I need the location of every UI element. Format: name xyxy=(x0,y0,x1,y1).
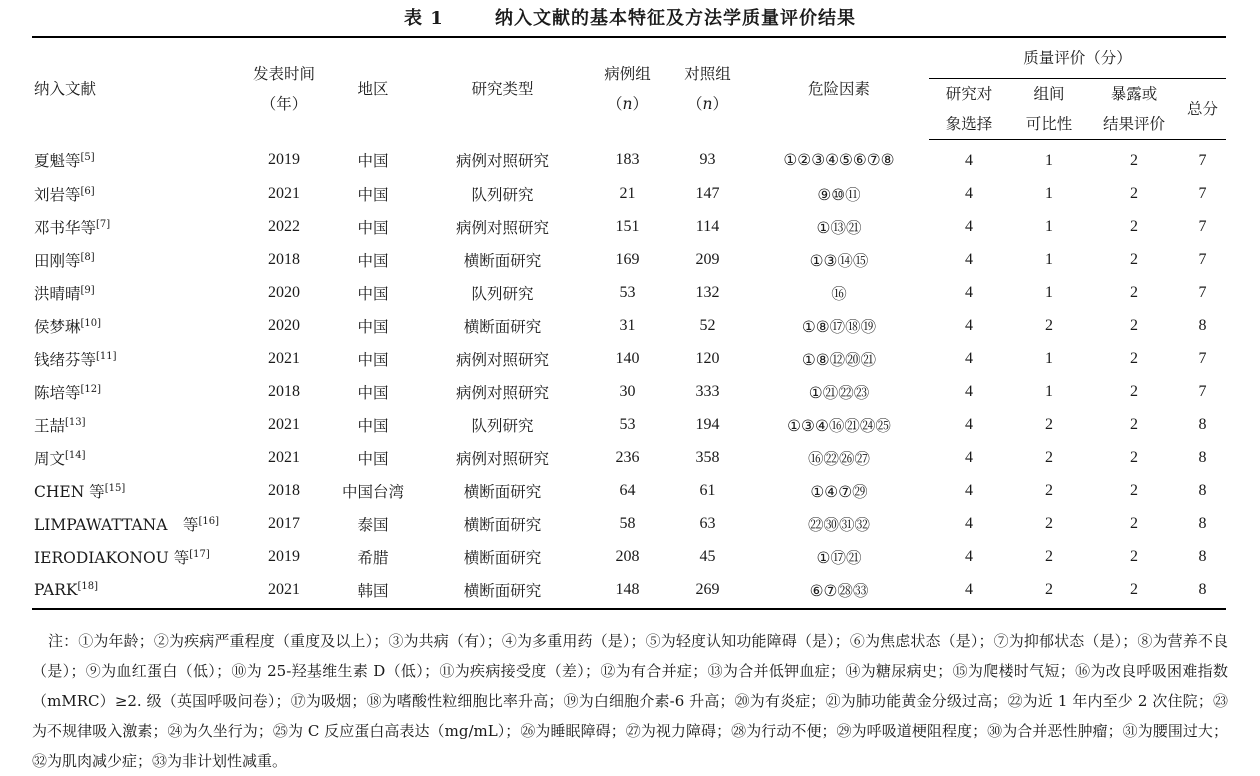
total-score-cell: 7 xyxy=(1198,250,1207,268)
control-count-cell: 132 xyxy=(695,283,720,301)
region-cell: 中国 xyxy=(357,284,389,303)
year-cell: 2020 xyxy=(268,283,300,301)
study-cell xyxy=(32,276,238,309)
q2-score-cell: 1 xyxy=(1045,250,1053,268)
total-score-cell: 8 xyxy=(1198,547,1207,565)
q3-score-cell: 2 xyxy=(1130,382,1138,400)
table-row xyxy=(32,408,1226,441)
header-q2 xyxy=(1009,79,1089,140)
q1-score-cell: 4 xyxy=(965,349,973,367)
citation-ref: [6] xyxy=(80,185,95,197)
risk-factors-cell: ⑯ xyxy=(831,284,847,303)
table-title xyxy=(0,4,1260,30)
risk-factors-cell: ⑥⑦㉘㉝ xyxy=(749,573,929,609)
control-count-cell: 52 xyxy=(699,316,716,334)
study-cell xyxy=(32,540,238,573)
q3-score-cell: 2 xyxy=(1130,481,1138,499)
study-name: 钱绪芬等 xyxy=(34,350,97,369)
region-cell: 希腊 xyxy=(357,548,389,567)
year-cell: 2021 xyxy=(268,184,300,202)
q1-score-cell: 4 xyxy=(965,250,973,268)
q1-score-cell: 4 xyxy=(965,217,973,235)
study-cell xyxy=(32,375,238,408)
year-cell: 2021 xyxy=(268,349,300,367)
characteristics-table xyxy=(32,36,1226,610)
q1-score-cell: 4 xyxy=(965,151,973,169)
total-score-cell: 7 xyxy=(1198,349,1207,367)
total-score-cell: 7 xyxy=(1198,217,1207,235)
study-name: PARK xyxy=(34,580,78,599)
header-year xyxy=(238,37,330,140)
citation-ref: [9] xyxy=(80,284,95,296)
risk-factors-cell: ①⑧⑰⑱⑲ xyxy=(801,317,877,336)
type-cell: 队列研究 xyxy=(471,185,534,204)
type-cell: 横断面研究 xyxy=(463,251,542,270)
control-count-cell: 93 xyxy=(699,151,716,169)
risk-factors-cell: ①④⑦㉙ xyxy=(810,482,868,501)
q2-score-cell: 1 xyxy=(1045,349,1053,367)
study-cell xyxy=(32,474,238,507)
year-cell: 2020 xyxy=(268,316,300,334)
type-cell: 病例对照研究 xyxy=(455,218,549,237)
total-score-cell: 7 xyxy=(1198,382,1207,400)
risk-factors-cell: ①③④⑯㉑㉔㉕ xyxy=(787,416,891,435)
control-count-cell: 147 xyxy=(695,184,720,202)
q3-score-cell: 2 xyxy=(1130,349,1138,367)
citation-ref: [13] xyxy=(65,416,86,428)
risk-factors-cell: ①⑧⑫⑳㉑ xyxy=(801,350,877,369)
citation-ref: [14] xyxy=(65,449,86,461)
total-score-cell: 7 xyxy=(1198,184,1207,202)
header-q2-line1: 组间 xyxy=(1033,85,1065,103)
study-cell xyxy=(32,177,238,210)
study-name: 陈培等 xyxy=(34,383,81,402)
q2-score-cell: 1 xyxy=(1045,151,1053,169)
citation-ref: [16] xyxy=(198,515,219,527)
table-row xyxy=(32,210,1226,243)
region-cell: 中国 xyxy=(357,317,389,336)
header-region: 地区 xyxy=(330,37,416,140)
total-score-cell: 8 xyxy=(1198,448,1207,466)
year-cell: 2021 xyxy=(268,415,300,433)
risk-factors-cell: ①③⑭⑮ xyxy=(809,251,869,270)
header-quality: 质量评价（分） xyxy=(929,37,1226,79)
type-cell: 横断面研究 xyxy=(463,548,542,567)
risk-factors-cell: ①⑰㉑ xyxy=(816,548,862,567)
type-cell: 病例对照研究 xyxy=(455,350,549,369)
case-count-cell: 58 xyxy=(619,514,636,532)
header-risk: 危险因素 xyxy=(749,37,929,140)
q3-score-cell: 2 xyxy=(1130,448,1138,466)
table-note: 注：①为年龄；②为疾病严重程度（重度及以上）；③为共病（有）；④为多重用药（是）；⑤为轻度认知功能障碍（是）；⑥为焦虑状态（是）；⑦为抑郁状态（是）；⑧为营养不良（是）；⑨为血红蛋白（低）；⑩为 25-羟基维生素 D（低）；⑪为疾病接受度（差）；⑫为有合并症；⑬为合并低钾血症；⑭为糖尿病史；⑮为爬楼时气短；⑯为改良呼吸困难指数（mMRC）≥2. 级（英国呼吸问卷）；⑰为吸烟；⑱为嗜酸性粒细胞比率升高；⑲为白细胞介素-6 升高；⑳为有炎症；㉑为肺功能黄金分级过高；㉒为近 1 年内至少 2 次住院；㉓为不规律吸入激素；㉔为久坐行为；㉕为 C 反应蛋白高表达（mg/mL）；㉖为睡眠障碍；㉗为视力障碍；㉘为行动不便；㉙为呼吸道梗阻程度；㉚为合并恶性肿瘤；㉛为腰围过大；㉜为肌肉减少症；㉝为非计划性减重。 xyxy=(32,632,1228,770)
region-cell: 中国 xyxy=(357,383,389,402)
q3-score-cell: 2 xyxy=(1130,184,1138,202)
case-count-cell: 236 xyxy=(615,448,640,466)
year-cell: 2019 xyxy=(268,547,300,565)
control-count-cell: 61 xyxy=(699,481,716,499)
total-score-cell: 8 xyxy=(1198,316,1207,334)
header-total: 总分 xyxy=(1179,79,1226,140)
table-number: 表 1 xyxy=(403,8,444,29)
q2-score-cell: 1 xyxy=(1045,217,1053,235)
q1-score-cell: 4 xyxy=(965,184,973,202)
study-name: 田刚等 xyxy=(34,251,81,270)
q2-score-cell: 2 xyxy=(1045,415,1053,433)
table-row xyxy=(32,177,1226,210)
case-count-cell: 183 xyxy=(615,151,640,169)
case-count-cell: 169 xyxy=(615,250,640,268)
header-type: 研究类型 xyxy=(416,37,589,140)
year-cell: 2018 xyxy=(268,382,300,400)
year-cell: 2021 xyxy=(238,573,330,609)
case-count-cell: 31 xyxy=(619,316,636,334)
region-cell: 中国 xyxy=(357,449,389,468)
region-cell: 中国台湾 xyxy=(341,482,404,501)
q1-score-cell: 4 xyxy=(965,514,973,532)
table-caption: 纳入文献的基本特征及方法学质量评价结果 xyxy=(495,8,857,29)
q1-score-cell: 4 xyxy=(965,481,973,499)
table-row xyxy=(32,474,1226,507)
q3-score-cell: 2 xyxy=(1130,217,1138,235)
citation-ref: [7] xyxy=(96,218,111,230)
header-q1 xyxy=(929,79,1009,140)
header-q1-line1: 研究对 xyxy=(945,85,993,103)
control-count-cell: 333 xyxy=(695,382,720,400)
study-name: IERODIAKONOU 等 xyxy=(34,548,190,567)
q2-score-cell: 2 xyxy=(1045,514,1053,532)
table-row xyxy=(32,573,1226,609)
header-q3-line1: 暴露或 xyxy=(1110,85,1158,103)
q3-score-cell: 2 xyxy=(1130,547,1138,565)
control-count-cell: 194 xyxy=(695,415,720,433)
q1-score-cell: 4 xyxy=(965,382,973,400)
year-cell: 2022 xyxy=(268,217,300,235)
study-name: 侯梦琳 xyxy=(34,317,81,336)
type-cell: 病例对照研究 xyxy=(455,152,549,171)
header-case: 病例组 （n） xyxy=(589,37,666,140)
case-count-cell: 208 xyxy=(615,547,640,565)
q1-score-cell: 4 xyxy=(965,283,973,301)
case-count-cell: 30 xyxy=(619,382,636,400)
header-case-n: n xyxy=(622,94,633,113)
type-cell: 横断面研究 xyxy=(463,482,542,501)
q1-score-cell: 4 xyxy=(965,415,973,433)
type-cell: 队列研究 xyxy=(471,416,534,435)
region-cell: 中国 xyxy=(357,185,389,204)
year-cell: 2021 xyxy=(268,448,300,466)
case-count-cell: 53 xyxy=(619,415,636,433)
control-count-cell: 45 xyxy=(699,547,716,565)
q1-score-cell: 4 xyxy=(965,448,973,466)
q2-score-cell: 1 xyxy=(1045,382,1053,400)
table-row xyxy=(32,342,1226,375)
study-name: 邓书华等 xyxy=(34,218,97,237)
risk-factors-cell: ⑯㉒㉖㉗ xyxy=(807,449,870,468)
table-row xyxy=(32,507,1226,540)
citation-ref: [10] xyxy=(80,317,102,329)
type-cell: 横断面研究 xyxy=(463,515,542,534)
type-cell: 队列研究 xyxy=(471,284,534,303)
citation-ref: [18] xyxy=(77,580,98,592)
case-count-cell: 64 xyxy=(619,481,636,499)
risk-factors-cell: ①②③④⑤⑥⑦⑧ xyxy=(783,151,895,170)
q2-score-cell: 2 xyxy=(1045,481,1053,499)
header-q3 xyxy=(1089,79,1179,140)
total-score-cell: 8 xyxy=(1198,481,1207,499)
region-cell: 中国 xyxy=(357,218,389,237)
q3-score-cell: 2 xyxy=(1130,415,1138,433)
study-name: 周文 xyxy=(34,449,66,468)
study-name: 洪晴晴 xyxy=(34,284,81,303)
control-count-cell: 269 xyxy=(666,573,749,609)
case-count-cell: 148 xyxy=(589,573,666,609)
type-cell: 横断面研究 xyxy=(416,573,589,609)
citation-ref: [17] xyxy=(189,548,210,560)
total-score-cell: 8 xyxy=(1179,573,1226,609)
citation-ref: [15] xyxy=(104,482,126,494)
control-count-cell: 114 xyxy=(695,217,720,235)
q3-score-cell: 2 xyxy=(1130,250,1138,268)
header-q2-line2: 可比性 xyxy=(1025,115,1073,133)
case-count-cell: 21 xyxy=(619,184,636,202)
q3-score-cell: 2 xyxy=(1130,514,1138,532)
q3-score-cell: 2 xyxy=(1130,316,1138,334)
control-count-cell: 209 xyxy=(695,250,720,268)
control-count-cell: 63 xyxy=(699,514,716,532)
header-control-line1: 对照组 xyxy=(684,64,731,83)
region-cell: 中国 xyxy=(357,416,389,435)
study-cell xyxy=(32,342,238,375)
q1-score-cell: 4 xyxy=(929,573,1009,609)
header-control: 对照组 （n） xyxy=(666,37,749,140)
case-count-cell: 140 xyxy=(615,349,640,367)
header-q3-line2: 结果评价 xyxy=(1102,115,1165,133)
study-cell xyxy=(32,441,238,474)
study-cell xyxy=(32,243,238,276)
study-name: 夏魁等 xyxy=(34,152,81,171)
total-score-cell: 7 xyxy=(1198,283,1207,301)
risk-factors-cell: ⑨⑩⑪ xyxy=(817,185,861,204)
control-count-cell: 358 xyxy=(695,448,720,466)
study-cell xyxy=(32,309,238,342)
control-count-cell: 120 xyxy=(695,349,720,367)
region-cell: 中国 xyxy=(357,152,389,171)
header-year-line2: （年） xyxy=(260,94,308,113)
study-cell xyxy=(32,408,238,441)
study-cell xyxy=(32,573,238,609)
region-cell: 中国 xyxy=(357,251,389,270)
risk-factors-cell: ㉒㉚㉛㉜ xyxy=(807,515,870,534)
q1-score-cell: 4 xyxy=(965,547,973,565)
header-study: 纳入文献 xyxy=(32,37,238,140)
table-row xyxy=(32,540,1226,573)
year-cell: 2019 xyxy=(268,151,300,169)
study-cell xyxy=(32,140,238,178)
year-cell: 2018 xyxy=(268,250,300,268)
region-cell: 泰国 xyxy=(357,515,389,534)
year-cell: 2018 xyxy=(268,481,300,499)
table-row xyxy=(32,243,1226,276)
table-row xyxy=(32,276,1226,309)
study-cell xyxy=(32,507,238,540)
citation-ref: [5] xyxy=(80,152,95,164)
header-control-n: n xyxy=(702,94,713,113)
study-cell xyxy=(32,210,238,243)
risk-factors-cell: ①㉑㉒㉓ xyxy=(808,383,870,402)
header-year-line1: 发表时间 xyxy=(252,64,315,83)
table-row xyxy=(32,309,1226,342)
case-count-cell: 151 xyxy=(615,217,640,235)
study-name: LIMPAWATTANA 等 xyxy=(34,515,199,534)
risk-factors-cell: ①⑬㉑ xyxy=(816,218,862,237)
study-name: CHEN 等 xyxy=(34,482,105,501)
study-name: 王喆 xyxy=(34,416,66,435)
table-body xyxy=(32,140,1226,610)
total-score-cell: 8 xyxy=(1198,415,1207,433)
region-cell: 韩国 xyxy=(330,573,416,609)
q2-score-cell: 2 xyxy=(1045,547,1053,565)
total-score-cell: 7 xyxy=(1198,151,1207,169)
q1-score-cell: 4 xyxy=(965,316,973,334)
study-name: 刘岩等 xyxy=(34,185,81,204)
citation-ref: [11] xyxy=(96,350,117,362)
q2-score-cell: 1 xyxy=(1045,184,1053,202)
q2-score-cell: 2 xyxy=(1009,573,1089,609)
type-cell: 横断面研究 xyxy=(463,317,542,336)
table-row xyxy=(32,441,1226,474)
citation-ref: [12] xyxy=(80,383,102,395)
table-row xyxy=(32,375,1226,408)
year-cell: 2017 xyxy=(268,514,300,532)
q2-score-cell: 2 xyxy=(1045,316,1053,334)
header-q1-line2: 象选择 xyxy=(945,115,993,133)
q2-score-cell: 1 xyxy=(1045,283,1053,301)
q3-score-cell: 2 xyxy=(1130,151,1138,169)
q2-score-cell: 2 xyxy=(1045,448,1053,466)
total-score-cell: 8 xyxy=(1198,514,1207,532)
case-count-cell: 53 xyxy=(619,283,636,301)
q3-score-cell: 2 xyxy=(1130,283,1138,301)
region-cell: 中国 xyxy=(357,350,389,369)
header-case-line1: 病例组 xyxy=(604,64,651,83)
type-cell: 病例对照研究 xyxy=(455,383,549,402)
type-cell: 病例对照研究 xyxy=(455,449,549,468)
table-row xyxy=(32,140,1226,178)
q3-score-cell: 2 xyxy=(1089,573,1179,609)
citation-ref: [8] xyxy=(80,251,95,263)
